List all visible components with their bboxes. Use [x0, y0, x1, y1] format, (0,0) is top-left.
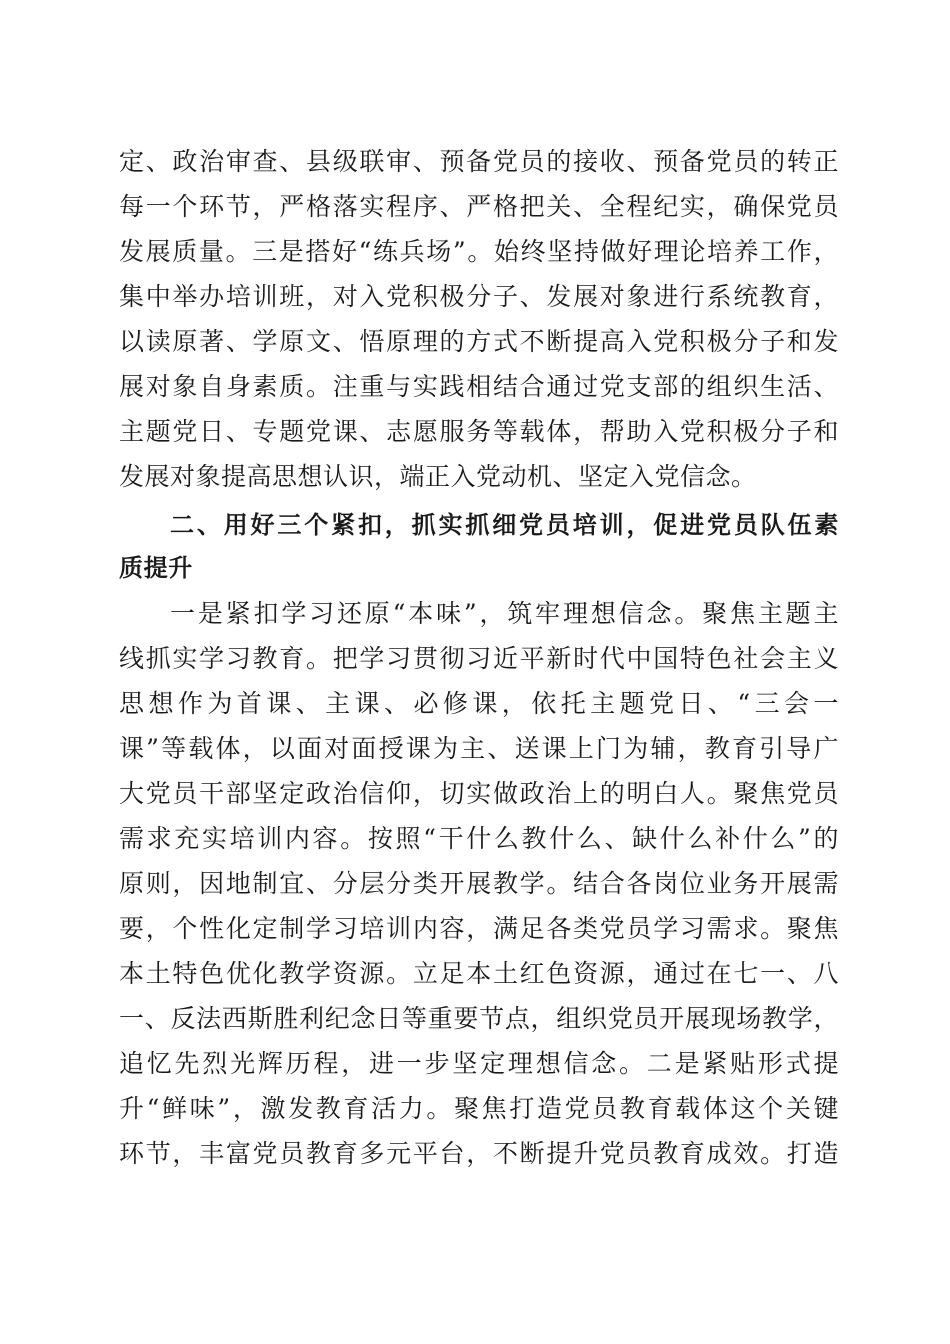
body-text-line: 追忆先烈光辉历程，进一步坚定理想信念。二是紧贴形式提	[119, 1049, 839, 1078]
body-text-line: 一、反法西斯胜利纪念日等重要节点，组织党员开展现场教学，	[119, 1004, 839, 1033]
section-heading: 二、用好三个紧扣，抓实抓细党员培训，促进党员队伍素	[170, 511, 839, 539]
body-text-line: 环节，丰富党员教育多元平台，不断提升党员教育成效。打造	[119, 1139, 839, 1168]
body-text-line: 思想作为首课、主课、必修课，依托主题党日、“三会一	[119, 689, 839, 718]
section-heading-continued: 质提升	[119, 554, 193, 582]
body-text-line: 发展对象提高思想认识，端正入党动机、坚定入党信念。	[119, 462, 757, 491]
body-text-line: 主题党日、专题党课、志愿服务等载体，帮助入党积极分子和	[119, 417, 839, 446]
body-text-line: 大党员干部坚定政治信仰，切实做政治上的明白人。聚焦党员	[119, 779, 839, 808]
body-text-line: 本土特色优化教学资源。立足本土红色资源，通过在七一、八	[119, 959, 839, 988]
body-text-line: 以读原著、学原文、悟原理的方式不断提高入党积极分子和发	[119, 327, 839, 356]
body-text-line: 一是紧扣学习还原“本味”，筑牢理想信念。聚焦主题主	[170, 599, 839, 628]
body-text-line: 展对象自身素质。注重与实践相结合通过党支部的组织生活、	[119, 372, 839, 401]
body-text-line: 定、政治审查、县级联审、预备党员的接收、预备党员的转正	[119, 147, 839, 176]
body-text-line: 需求充实培训内容。按照“干什么教什么、缺什么补什么”的	[119, 824, 839, 853]
body-text-line: 每一个环节，严格落实程序、严格把关、全程纪实，确保党员	[119, 192, 839, 221]
body-text-line: 集中举办培训班，对入党积极分子、发展对象进行系统教育，	[119, 282, 839, 311]
body-text-line: 线抓实学习教育。把学习贯彻习近平新时代中国特色社会主义	[119, 644, 839, 673]
body-text-line: 升“鲜味”，激发教育活力。聚焦打造党员教育载体这个关键	[119, 1094, 839, 1123]
body-text-line: 发展质量。三是搭好“练兵场”。始终坚持做好理论培养工作，	[119, 237, 839, 266]
body-text-line: 课”等载体，以面对面授课为主、送课上门为辅，教育引导广	[119, 734, 839, 763]
body-text-line: 原则，因地制宜、分层分类开展教学。结合各岗位业务开展需	[119, 869, 839, 898]
body-text-line: 要，个性化定制学习培训内容，满足各类党员学习需求。聚焦	[119, 914, 839, 943]
